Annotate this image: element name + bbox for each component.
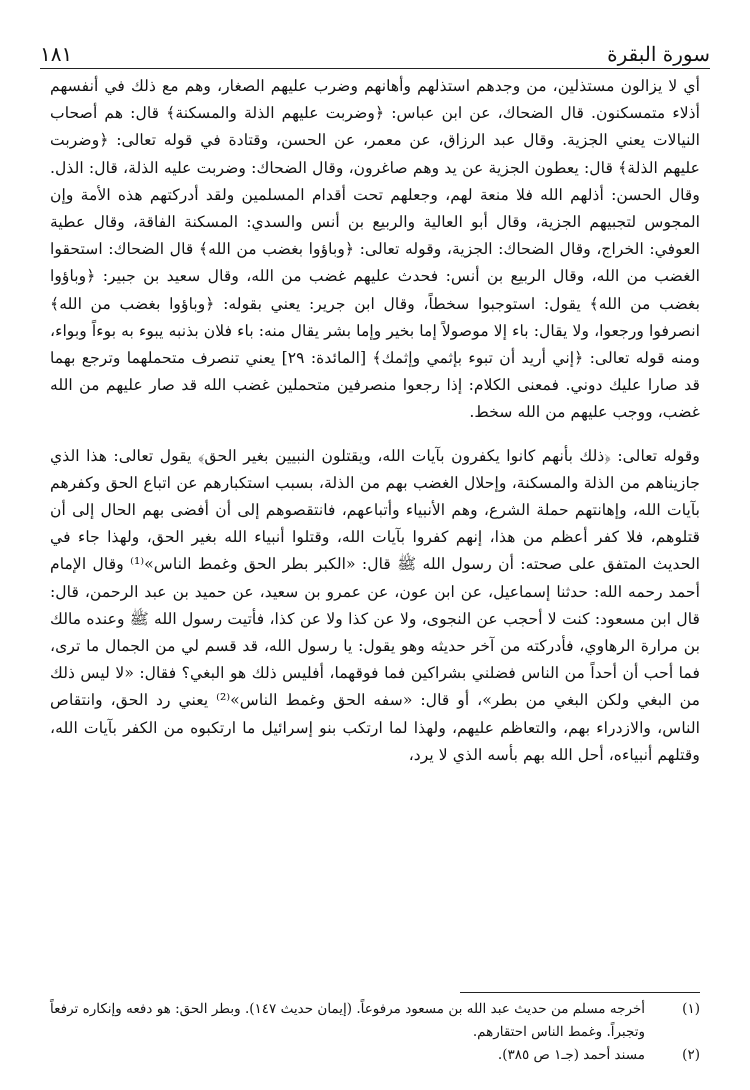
footnote — [50, 998, 700, 1044]
main-text — [50, 72, 700, 768]
footnote-rule — [460, 992, 700, 993]
paragraph: أي لا يزالون مستذلين، من وجدهم استذلهم وأهانهم وضرب عليهم الصغار، وهم مع ذلك في أنفسهم أذلاء متمسكنون. قال الضحاك، عن ابن عباس: ﴿وضربت عليهم الذلة والمسكنة﴾ قال: هم أصحاب النيالات يعني الجزية. وقال عبد الرزاق، عن معمر، عن الحسن، وقتادة في قوله تعالى: ﴿وضربت عليهم الذلة﴾ قال: يعطون الجزية عن يد وهم صاغرون، وقال الضحاك: وضربت عليه الذلة، قال: الذل. وقال الحسن: أذلهم الله فلا منعة لهم، وجعلهم تحت أقدام المسلمين ولقد أدركتهم هذه الأمة وإن المجوس لتجبيهم الجزية، وقال أبو العالية والربيع بن أنس والسدي: المسكنة الفاقة، وقال عطية العوفي: الخراج، وقال الضحاك: الجزية، وقوله تعالى: ﴿وباؤوا بغضب من الله﴾ قال الضحاك: استحقوا الغضب من الله، وقال الربيع بن أنس: فحدث عليهم غضب من الله، وقال سعيد بن جبير: ﴿وباؤوا بغضب من الله﴾ يقول: استوجبوا سخطاً، وقال ابن جرير: يعني بقوله: ﴿وباؤوا بغضب من الله﴾ انصرفوا ورجعوا، ولا يقال: باء إلا موصولاً إما بخير وإما بشر يقال منه: باء فلان بذنبه يبوء به بوءاً وبواء، ومنه قوله تعالى: ﴿إني أريد أن تبوء بإثمي وإثمك﴾ [المائدة: ٢٩] يعني تنصرف متحملهما وترجع بهما قد صارا عليك دوني. فمعنى الكلام: إذا رجعوا منصرفين متحملين غضب الله قد صار عليهم من الله غضب، ووجب عليهم من الله سخط. — [50, 76, 700, 422]
footnotes — [50, 998, 700, 1067]
paragraph: وقوله تعالى: ﴿ذلك بأنهم كانوا يكفرون بآيات الله، ويقتلون النبيين بغير الحق﴾ يقول تعالى: هذا الذي جازيناهم من الذلة والمسكنة، وإحلال الغضب بهم من الذلة، بسبب استكبارهم عن اتباع الحق وكفرهم بآيات الله، وإهانتهم حملة الشرع، وهم الأنبياء وأتباعهم، فانتقصوهم إلى أن أفضى بهم الحال إلى أن قتلوهم، فلا كفر أعظم من هذا، إنهم كفروا بآيات الله، وقتلوا أنبياء الله بغير الحق، ولهذا جاء في الحديث المتفق على صحته: أن رسول الله ﷺ قال: «الكبر بطر الحق وغمط الناس»⁽¹⁾ وقال الإمام أحمد رحمه الله: حدثنا إسماعيل، عن ابن عون، عن عمرو بن سعيد، عن حميد بن عبد الرحمن، قال: قال ابن مسعود: كنت لا أحجب عن النجوى، ولا عن كذا ولا عن كذا، فأتيت رسول الله ﷺ وعنده مالك بن مرارة الرهاوي، فأدركته من آخر حديثه وهو يقول: يا رسول الله، قد قسم لي من الجمال ما ترى، فما أحب أن أحداً من الناس فضلني بشراكين فما فوقهما، أفليس ذلك هو البغي؟ فقال: «لا ليس ذلك من البغي ولكن البغي من بطر»، أو قال: «سفه الحق وغمط الناس»⁽²⁾ يعني رد الحق، وانتقاص الناس، والازدراء بهم، والتعاظم عليهم، ولهذا لما ارتكب بنو إسرائيل ما ارتكبوه من الكفر بآيات الله، وقتلهم أنبياءه، أحل الله بهم بأسه الذي لا يرد، — [50, 445, 701, 764]
footnote-text: أخرجه مسلم من حديث عبد الله بن مسعود مرفوعاً. (إيمان حديث ١٤٧). وبطر الحق: هو دفعه وإنكاره ترفعاً وتجبراً. وغمط الناس احتقارهم. — [50, 1001, 645, 1040]
header-rule — [40, 68, 710, 69]
footnote-number: (٢) — [682, 1047, 700, 1063]
page-header — [40, 36, 710, 66]
footnote — [50, 1044, 700, 1067]
footnote-number: (١) — [682, 1001, 700, 1017]
footnote-text: مسند أحمد (جـ١ ص ٣٨٥). — [497, 1047, 645, 1063]
page-number: ١٨١ — [40, 42, 73, 66]
sura-title: سورة البقرة — [607, 42, 710, 66]
